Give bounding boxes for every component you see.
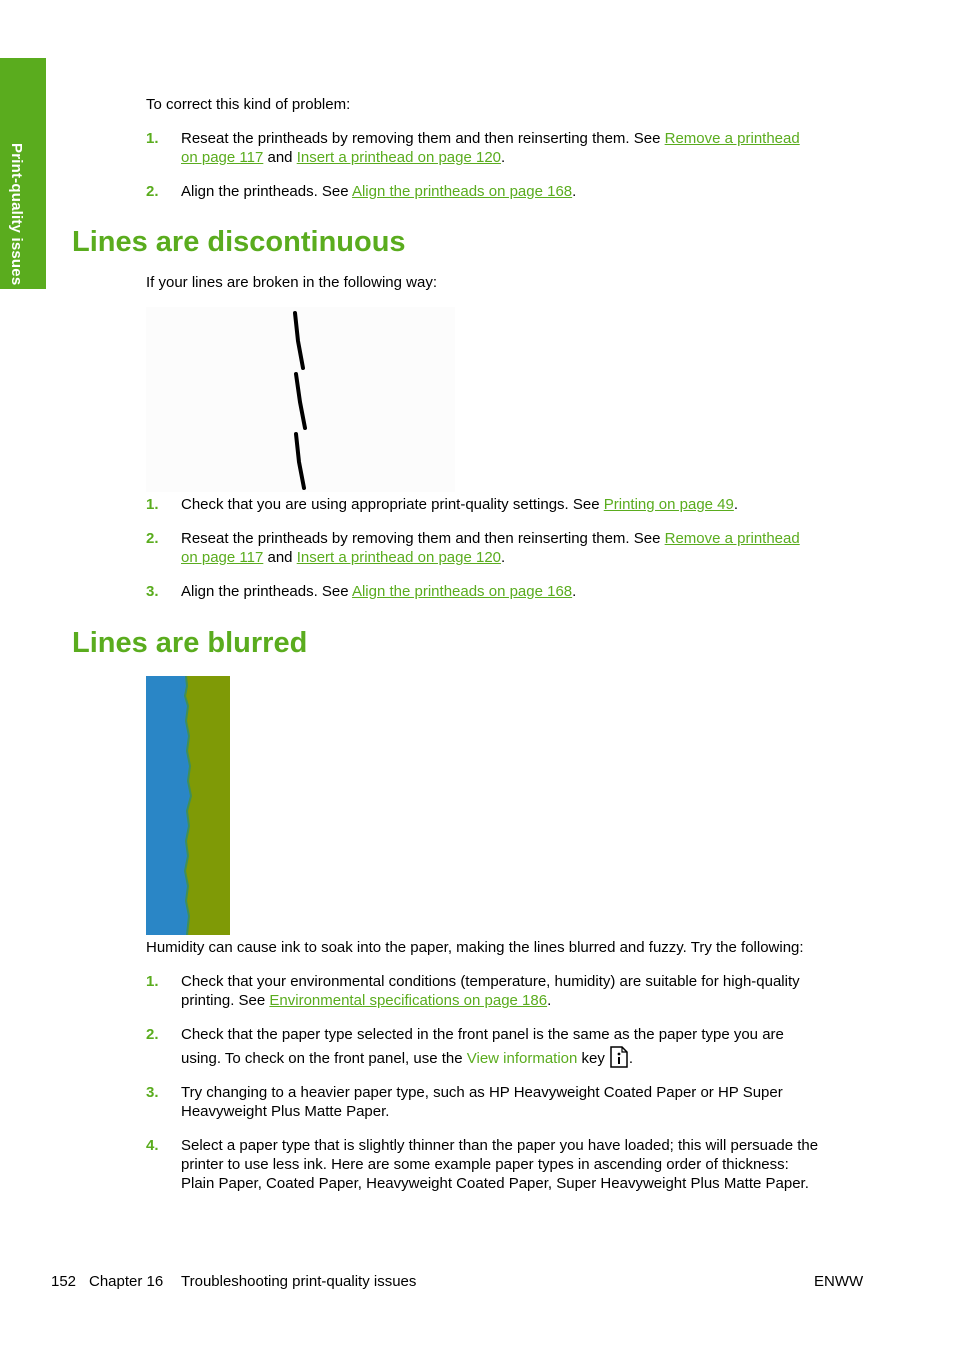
footer-title: Troubleshooting print-quality issues [181, 1273, 417, 1290]
list-item-cont: Heavyweight Plus Matte Paper. [181, 1103, 390, 1120]
list-item: Check that you are using appropriate print-quality settings. See Printing on page 49. [181, 496, 739, 513]
list-item: Try changing to a heavier paper type, such as HP Heavyweight Coated Paper or HP Super [181, 1084, 783, 1101]
list-number: 3. [146, 583, 159, 600]
footer-chapter: Chapter 16 [89, 1273, 164, 1290]
list-number: 1. [146, 973, 159, 990]
list-item-cont: printer to use less ink. Here are some example paper types in ascending order of thickness: [181, 1156, 789, 1173]
environmental-specs-link[interactable]: Environmental specifications on page 186 [269, 992, 548, 1009]
remove-printhead-link-cont[interactable]: on page 117 [181, 549, 264, 566]
list-item-cont: on page 117 and Insert a printhead on page 120. [181, 549, 506, 566]
remove-printhead-link[interactable]: Remove a printhead [664, 530, 800, 547]
side-tab [0, 58, 46, 289]
list-number: 1. [146, 130, 159, 147]
section-intro: Humidity can cause ink to soak into the paper, making the lines blurred and fuzzy. Try the following: [146, 939, 804, 956]
section-heading-discontinuous: Lines are discontinuous [72, 226, 406, 258]
align-printheads-link[interactable]: Align the printheads on page 168 [351, 583, 573, 600]
list-item-cont: Plain Paper, Coated Paper, Heavyweight Coated Paper, Super Heavyweight Plus Matte Paper. [181, 1175, 809, 1192]
insert-printhead-link[interactable]: Insert a printhead on page 120 [296, 149, 502, 166]
intro-text: To correct this kind of problem: [146, 96, 351, 113]
footer-enww: ENWW [814, 1273, 864, 1290]
list-item: Check that your environmental conditions (temperature, humidity) are suitable for high-quality [181, 973, 800, 990]
list-item: Align the printheads. See Align the printheads on page 168. [181, 183, 577, 200]
discontinuous-lines-figure [146, 307, 455, 492]
list-item: Align the printheads. See Align the printheads on page 168. [181, 583, 577, 600]
list-item-cont: on page 117 and Insert a printhead on page 120. [181, 149, 506, 166]
align-printheads-link[interactable]: Align the printheads on page 168 [351, 183, 573, 200]
list-item-cont: using. To check on the front panel, use the View information key . [181, 1046, 633, 1073]
list-item: Check that the paper type selected in the front panel is the same as the paper type you are [181, 1026, 784, 1043]
list-number: 3. [146, 1084, 159, 1101]
list-number: 4. [146, 1137, 159, 1154]
section-intro: If your lines are broken in the following way: [146, 274, 437, 291]
side-tab-label: Print-quality issues [8, 143, 25, 286]
printing-link[interactable]: Printing on page 49 [603, 496, 734, 513]
list-item: Reseat the printheads by removing them and then reinserting them. See Remove a printhead [181, 530, 800, 547]
list-number: 2. [146, 530, 159, 547]
blurred-line-illustration [146, 676, 230, 935]
view-information-label: View information [466, 1050, 578, 1067]
section-heading-blurred: Lines are blurred [72, 627, 308, 659]
info-key-icon [609, 1046, 629, 1073]
list-item: Reseat the printheads by removing them and then reinserting them. See Remove a printhead [181, 130, 800, 147]
list-item-cont: printing. See Environmental specifications on page 186. [181, 992, 552, 1009]
list-number: 2. [146, 183, 159, 200]
list-number: 1. [146, 496, 159, 513]
list-number: 2. [146, 1026, 159, 1043]
footer-page-number: 152 [51, 1273, 77, 1290]
broken-line-illustration [146, 307, 455, 492]
insert-printhead-link[interactable]: Insert a printhead on page 120 [296, 549, 502, 566]
list-item: Select a paper type that is slightly thinner than the paper you have loaded; this will persuade the [181, 1137, 819, 1154]
remove-printhead-link-cont[interactable]: on page 117 [181, 149, 264, 166]
remove-printhead-link[interactable]: Remove a printhead [664, 130, 800, 147]
blurred-lines-figure [146, 676, 230, 935]
